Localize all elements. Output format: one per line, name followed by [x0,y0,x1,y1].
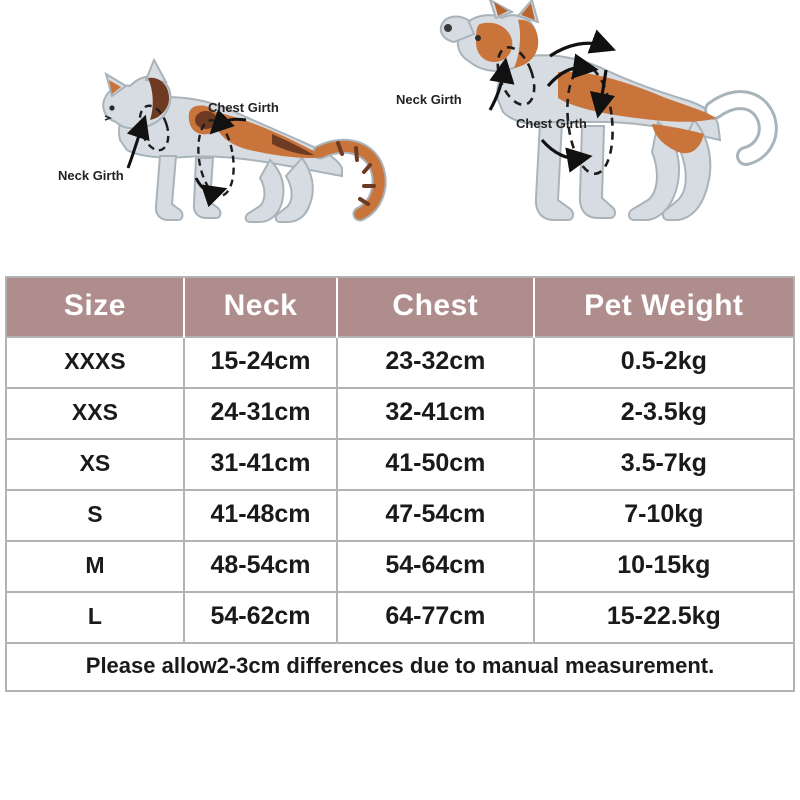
dog-illustration [390,0,790,272]
cell-weight: 2-3.5kg [534,388,793,439]
dog-diagram-svg [390,0,790,272]
cat-illustration [20,0,400,272]
dog-neck-girth-label: Neck Girth [396,92,462,107]
size-table-container [5,276,795,692]
cell-chest: 54-64cm [337,541,534,592]
table-note-row [7,643,793,690]
measurement-note: Please allow2-3cm differences due to manual measurement. [7,643,793,690]
cell-chest: 32-41cm [337,388,534,439]
cell-chest: 47-54cm [337,490,534,541]
illustration-area [0,0,800,272]
cell-neck: 31-41cm [184,439,337,490]
cell-size: S [7,490,184,541]
cell-weight: 3.5-7kg [534,439,793,490]
cat-chest-girth-label: Chest Girth [208,100,279,115]
cell-weight: 10-15kg [534,541,793,592]
table-row [7,541,793,592]
cell-size: M [7,541,184,592]
cell-size: L [7,592,184,643]
cell-neck: 41-48cm [184,490,337,541]
header-pet-weight: Pet Weight [534,278,793,337]
cell-neck: 15-24cm [184,337,337,388]
table-header-row [7,278,793,337]
cell-weight: 0.5-2kg [534,337,793,388]
cell-neck: 54-62cm [184,592,337,643]
cell-size: XS [7,439,184,490]
table-row [7,439,793,490]
cell-chest: 41-50cm [337,439,534,490]
size-table-head [7,278,793,337]
header-chest: Chest [337,278,534,337]
header-neck: Neck [184,278,337,337]
cell-size: XXXS [7,337,184,388]
cell-chest: 64-77cm [337,592,534,643]
size-table-body [7,337,793,690]
cell-size: XXS [7,388,184,439]
table-row [7,388,793,439]
cell-weight: 7-10kg [534,490,793,541]
cat-diagram-svg [20,0,400,272]
size-table [7,278,793,690]
dog-chest-girth-label: Chest Girth [516,116,587,131]
cat-neck-girth-label: Neck Girth [58,168,124,183]
cell-chest: 23-32cm [337,337,534,388]
table-row [7,592,793,643]
header-size: Size [7,278,184,337]
cell-weight: 15-22.5kg [534,592,793,643]
table-row [7,490,793,541]
cell-neck: 24-31cm [184,388,337,439]
table-row [7,337,793,388]
cell-neck: 48-54cm [184,541,337,592]
